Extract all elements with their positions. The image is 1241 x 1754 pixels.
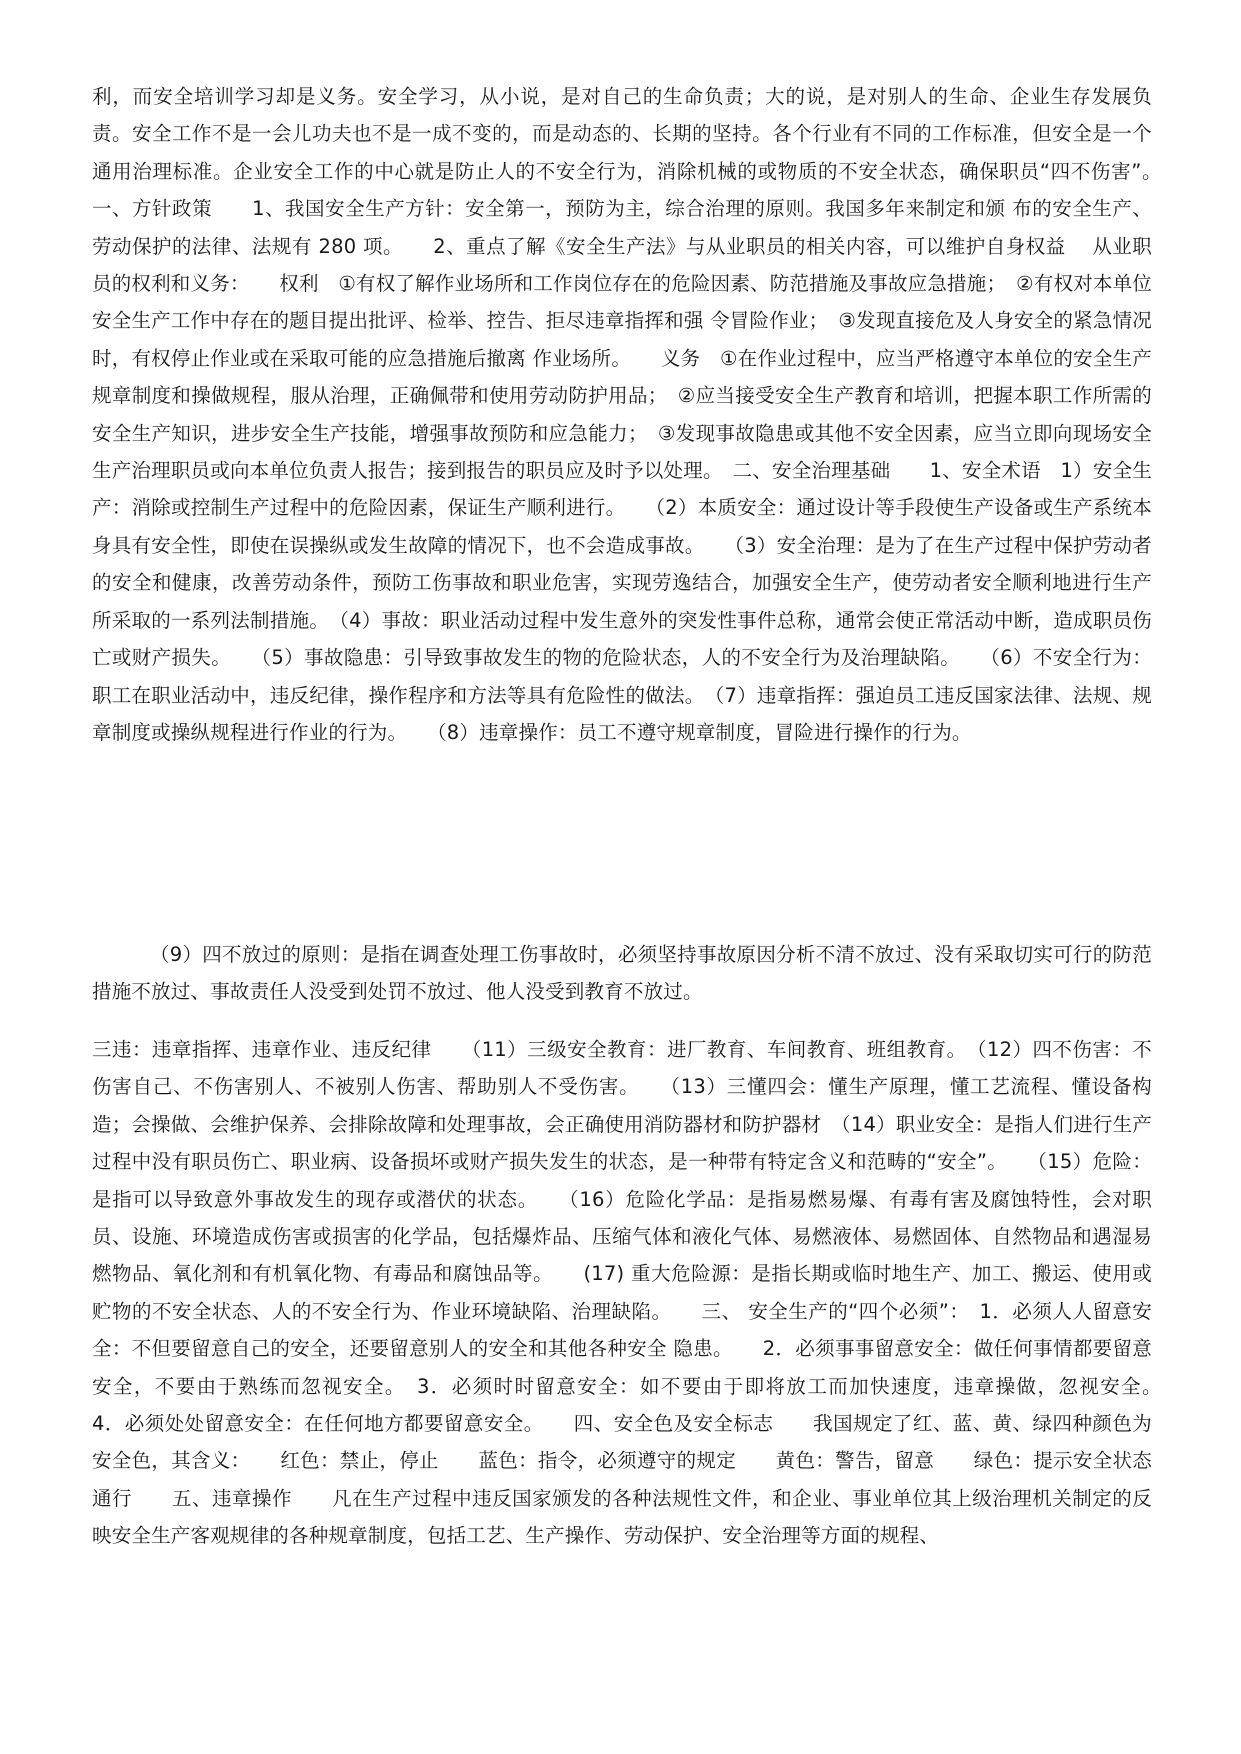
body-paragraph-1: 利，而安全培训学习却是义务。安全学习，从小说，是对自己的生命负责；大的说，是对别人的生命、企业生存发展负责。安全工作不是一会儿功夫也不是一成不变的，而是动态的、长期的坚持。各个行业有不同的工作标准，但安全是一个通用治理标准。企业安全工作的中心就是防止人的不安全行为，消除机械的或物质的不安全状态，确保职员“四不伤害”。 一、方针政策 1、我国安全生产方针：安全第一，预防为主，综合治理的原则。我国多年来制定和颁 布的安全生产、劳动保护的法律、法规有 280 项。 2、重点了解《安全生产法》与从业职员的相关内容，可以维护自身权益 从业职员的权利和义务： 权利 ①有权了解作业场所和工作岗位存在的危险因素、防范措施及事故应急措施； ②有权对本单位安全生产工作中存在的题目提出批评、检举、控告、拒尽违章指挥和强 令冒险作业； ③发现直接危及人身安全的紧急情况时，有权停止作业或在采取可能的应急措施后撤离 作业场所。 义务 ①在作业过程中，应当严格遵守本单位的安全生产规章制度和操做规程，服从治理，正确佩带和使用劳动防护用品； ②应当接受安全生产教育和培训，把握本职工作所需的安全生产知识，进步安全生产技能，增强事故预防和应急能力； ③发现事故隐患或其他不安全因素，应当立即向现场安全生产治理职员或向本单位负责人报告；接到报告的职员应及时予以处理。 二、安全治理基础 1、安全术语 1）安全生产：消除或控制生产过程中的危险因素，保证生产顺利进行。 （2）本质安全：通过设计等手段使生产设备或生产系统本身具有安全性，即使在误操纵或发生故障的情况下，也不会造成事故。 （3）安全治理：是为了在生产过程中保护劳动者的安全和健康，改善劳动条件，预防工伤事故和职业危害，实现劳逸结合，加强安全生产，使劳动者安全顺利地进行生产所采取的一系列法制措施。 （4）事故：职业活动过程中发生意外的突发性事件总称，通常会使正常活动中断，造成职员伤亡或财产损失。 （5）事故隐患：引导致事故发生的物的危险状态，人的不安全行为及治理缺陷。 （6）不安全行为：职工在职业活动中，违反纪律，操作程序和方法等具有危险性的做法。 （7）违章指挥：强迫员工违反国家法律、法规、规章制度或操纵规程进行作业的行为。 （8）违章操作：员工不遵守规章制度，冒险进行操作的行为。 (92, 85, 1192, 744)
body-paragraph-3: 三违：违章指挥、违章作业、违反纪律 （11）三级安全教育：进厂教育、车间教育、班组教育。 （12）四不伤害：不伤害自己、不伤害别人、不被别人伤害、帮助别人不受伤害。 （13）三懂四会：懂生产原理，懂工艺流程、懂设备构造；会操做、会维护保养、会排除故障和处理事故，会正确使用消防器材和防护器材 （14）职业安全：是指人们进行生产过程中没有职员伤亡、职业病、设备损坏或财产损失发生的状态，是一种带有特定含义和范畴的“安全”。 （15）危险：是指可以导致意外事故发生的现存或潜伏的状态。 （16）危险化学品：是指易燃易爆、有毒有害及腐蚀特性，会对职员、设施、环境造成伤害或损害的化学品，包括爆炸品、压缩气体和液化气体、易燃液体、易燃固体、自然物品和遇湿易燃物品、氧化剂和有机氧化物、有毒品和腐蚀品等。 (17) 重大危险源：是指长期或临时地生产、加工、搬运、使用或贮物的不安全状态、人的不安全行为、作业环境缺陷、治理缺陷。 三、 安全生产的“四个必须”： 1．必须人人留意安全：不但要留意自己的安全，还要留意别人的安全和其他各种安全 隐患。 2．必须事事留意安全：做任何事情都要留意安全，不要由于熟练而忽视安全。 3．必须时时留意安全：如不要由于即将放工而加快速度，违章操做，忽视安全。 4．必须处处留意安全：在任何地方都要留意安全。 四、安全色及安全标志 我国规定了红、蓝、黄、绿四种颜色为安全色，其含义： 红色：禁止，停止 蓝色：指令，必须遵守的规定 黄色：警告，留意 绿色：提示安全状态通行 五、违章操作 凡在生产过程中违反国家颁发的各种法规性文件，和企业、事业单位其上级治理机关制定的反映安全生产客观规律的各种规章制度，包括工艺、生产操作、劳动保护、安全治理等方面的规程、 (92, 1038, 1192, 1548)
body-paragraph-2: （9）四不放过的原则：是指在调查处理工伤事故时，必须坚持事故原因分析不清不放过、没有采取切实可行的防范措施不放过、事故责任人没受到处罚不放过、他人没受到教育不放过。 (92, 943, 1152, 1004)
